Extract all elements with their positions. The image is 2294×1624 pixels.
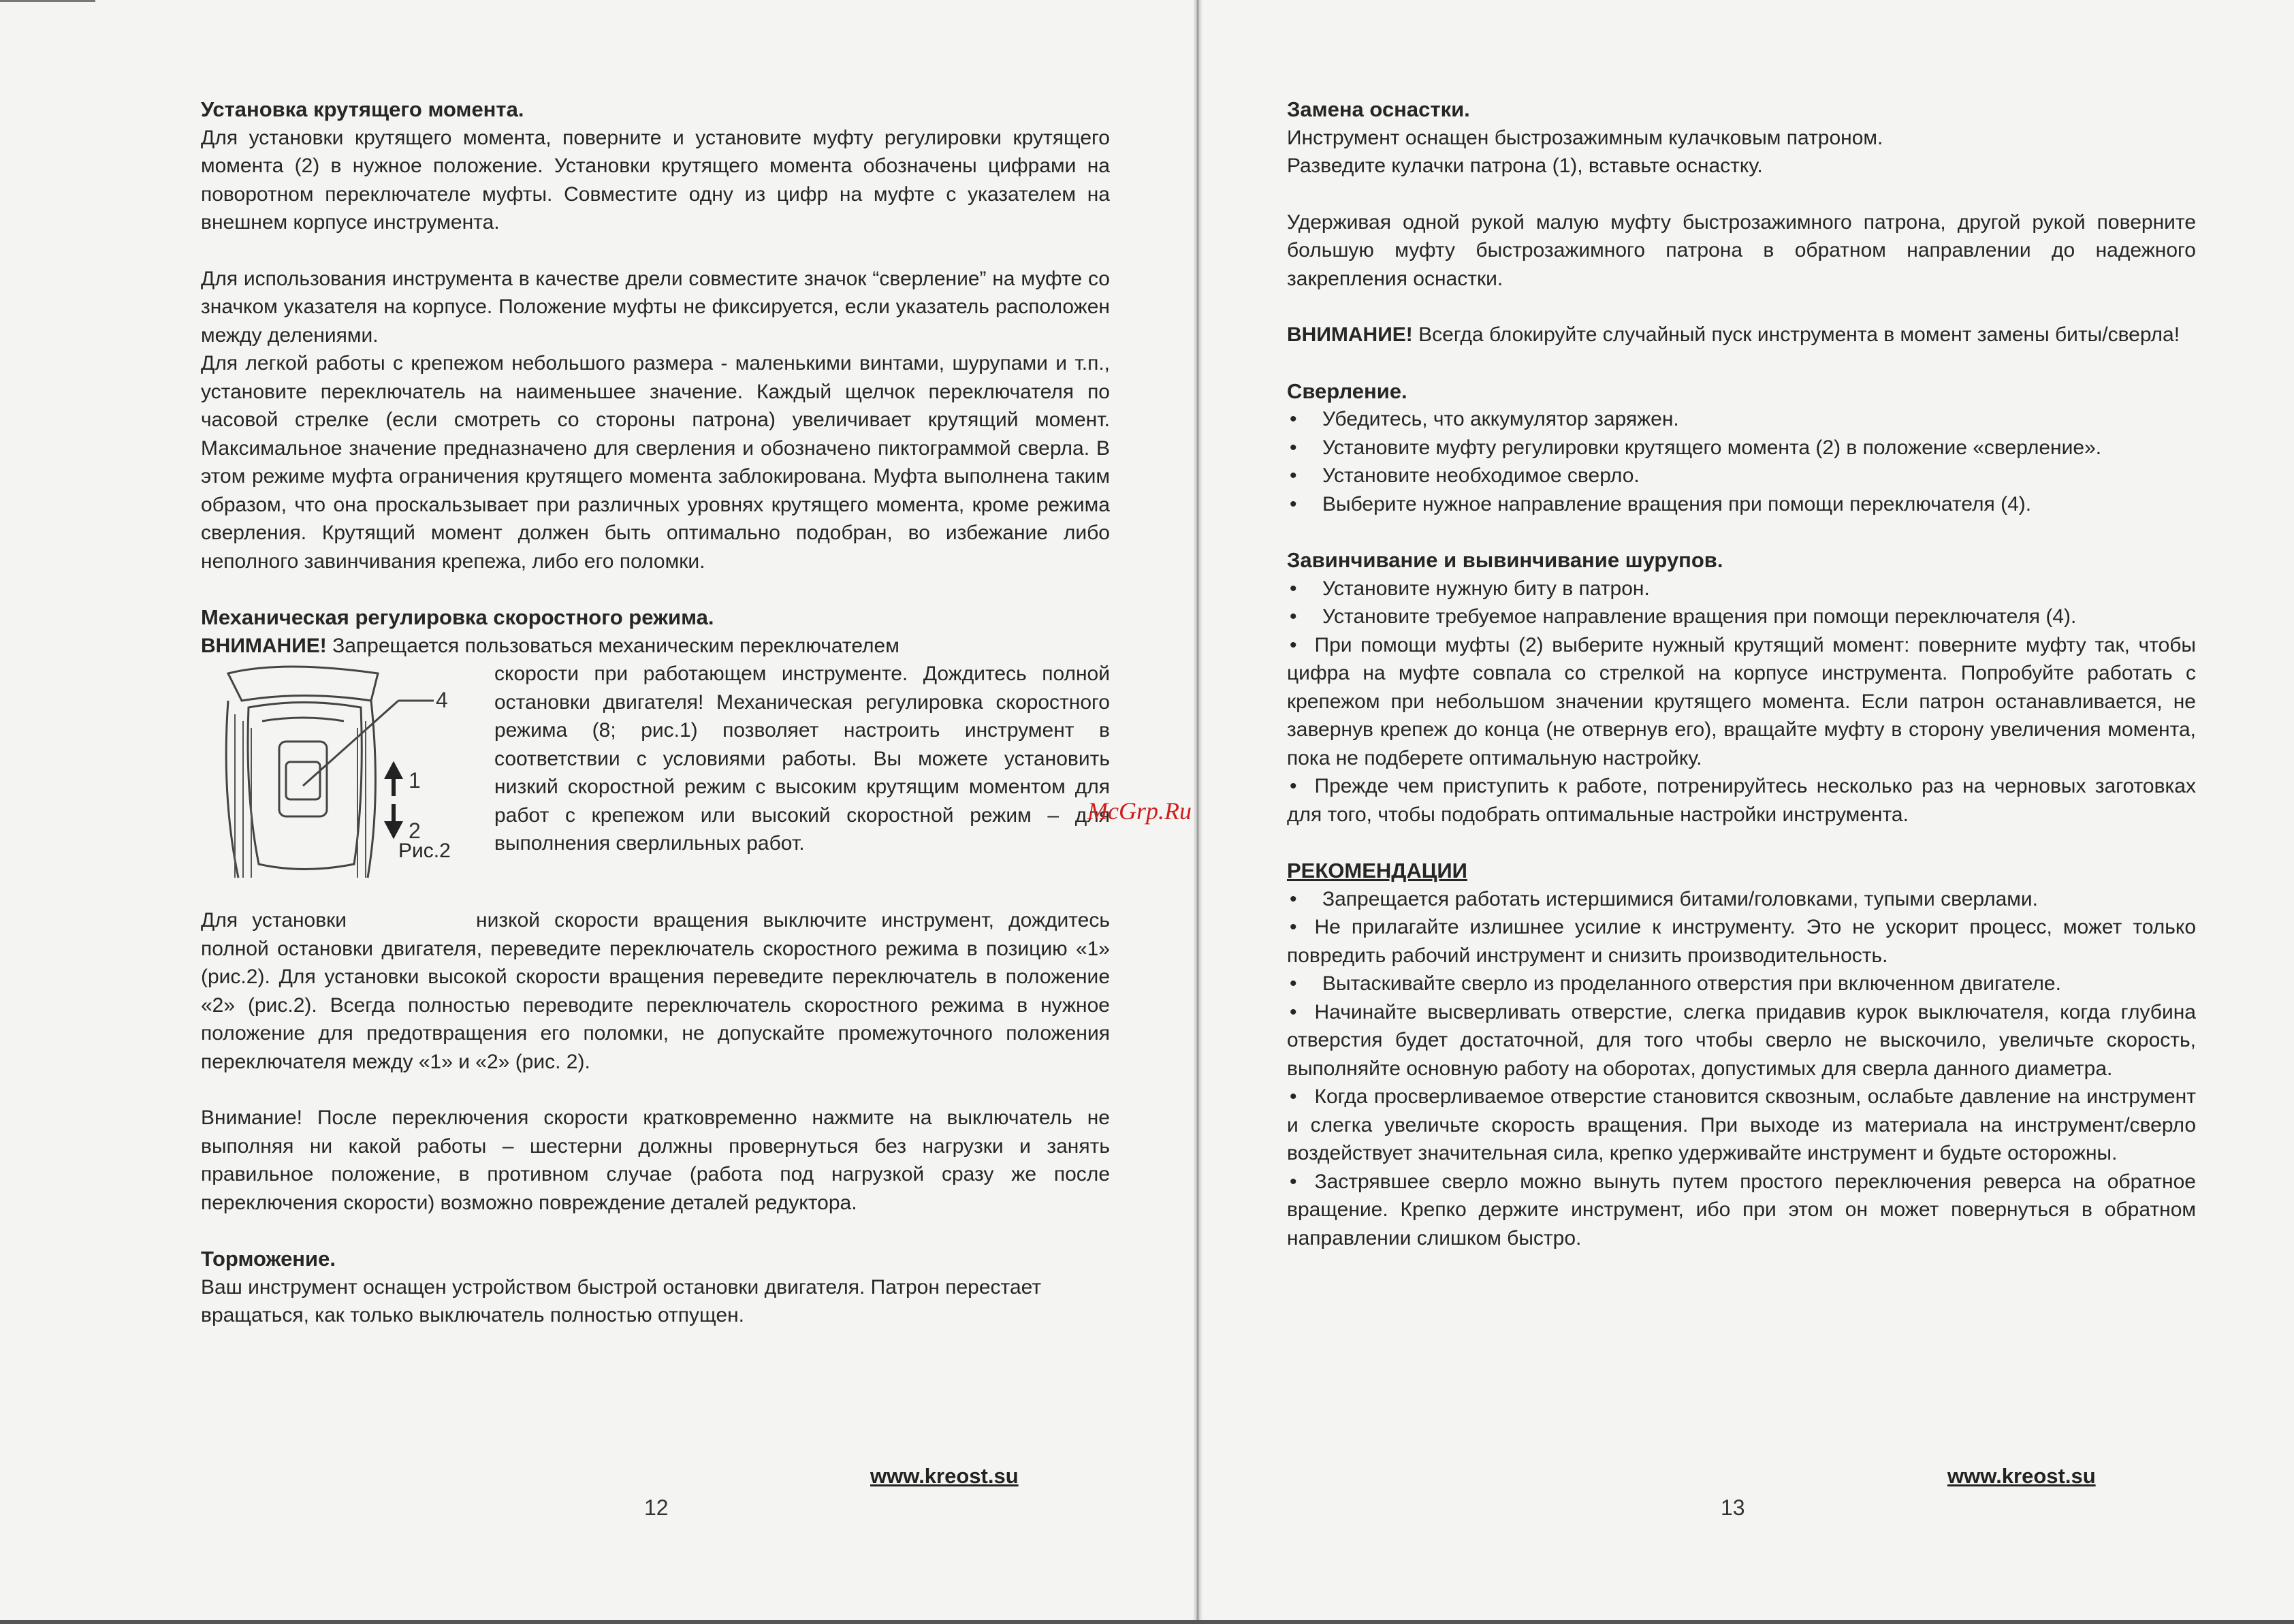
speed-lead: Для установки (201, 909, 347, 932)
speed-after-figure: низкой скорости вращения выключите инструмент, дождитесь полной остановки двигателя, переведите переключатель скоростного режима в позицию «1» (рис.2). Для установки высокой скорости вращения переведите переключатель в положение «2» (рис.2). Всегда полностью переводите переключатель скоростного режима в нужное положение для предотвращения его поломки, не допускайте промежуточного положения переключателя между «1» и «2» (рис. 2). (201, 909, 1110, 1073)
figure-label-4: 4 (436, 688, 448, 712)
list-item: • При помощи муфты (2) выберите нужный крутящий момент: поверните муфту так, чтобы цифра на муфте совпала со стрелкой на корпусе инструмента. Попробуйте работать с крепежом при небольшом значении крутящего момента. Если патрон останавливается, не завернув крепеж до конца (не отвернув его), вращайте муфту в сторону увеличения момента, пока не подберете оптимальную настройку. (1287, 631, 2196, 773)
figure-label-2: 2 (409, 818, 421, 843)
tool-change-line-1: Инструмент оснащен быстрозажимным кулачковым патроном. (1287, 126, 1883, 149)
tool-change-warning-text: Всегда блокируйте случайный пуск инструмента в момент замены биты/сверла! (1418, 323, 2180, 346)
right-page-content (1287, 95, 2196, 1252)
left-page-content (201, 95, 1110, 1330)
drilling-heading: Сверление. (1287, 379, 1407, 403)
braking-heading: Торможение. (201, 1247, 336, 1271)
torque-paragraph-3: Для легкой работы с крепежом небольшого размера - маленькими винтами, шурупами и т.п., установите переключатель на наименьшее значение. Каждый щелчок переключателя по часовой стрелке (если смотреть со стороны патрона) увеличивает крутящий момент. Максимальное значение предназначено для сверления и обозначено пиктограммой сверла. В этом режиме муфта ограничения крутящего момента заблокирована. Муфта выполнена таким образом, что она проскальзывает при различных уровнях крутящего момента, кроме режима сверления. Крутящий момент должен быть оптимально подобран, во избежание либо неполного завинчивания крепежа, либо его поломки. (201, 352, 1110, 573)
scan-edge-mark (0, 0, 95, 2)
list-item: • Застрявшее сверло можно вынуть путем простого переключения реверса на обратное вращение. Крепко держите инструмент, ибо при этом он может повернуться в обратном направлении слишком быстро. (1287, 1168, 2196, 1253)
watermark: McGrp.Ru (1087, 797, 1192, 825)
attention-paragraph: Внимание! После переключения скорости кратковременно нажмите на выключатель не выполняя ни какой работы – шестерни должны провернуться без нагрузки и занять правильное положение, в противном случае (работа под нагрузкой сразу же после переключения скорости) возможно повреждение деталей редуктора. (201, 1106, 1110, 1214)
speed-figure-text: скорости при работающем инструменте. Дождитесь полной остановки двигателя! Механическая регулировка скоростного режима (8; рис.1) позволяет настроить инструмент в соответствии с условиями работы. Вы можете установить низкий скоростной режим с высоким крутящим моментом для работ с крепежом или высокий скоростной режим – для выполнения сверлильных работ. (494, 663, 1110, 855)
list-item: • Установите необходимое сверло. (1287, 462, 2196, 490)
left-page-number: 12 (644, 1495, 669, 1520)
recommendations-list (1287, 885, 2196, 1253)
list-item: • Вытаскивайте сверло из проделанного отверстия при включенном двигателе. (1287, 970, 2196, 998)
list-item: • Установите требуемое направление вращения при помощи переключателя (4). (1287, 603, 2196, 631)
speed-paragraph (201, 906, 1110, 1076)
drilling-list (1287, 405, 2196, 518)
speed-warning-label: ВНИМАНИЕ! (201, 634, 327, 657)
scan-bottom-edge (0, 1620, 2294, 1624)
speed-warning (201, 632, 1110, 660)
list-item: • Установите муфту регулировки крутящего момента (2) в положение «сверление». (1287, 434, 2196, 462)
list-item: • Выберите нужное направление вращения при помощи переключателя (4). (1287, 490, 2196, 519)
list-item: • Не прилагайте излишнее усилие к инструменту. Это не ускорит процесс, может только повредить рабочий инструмент и снизить производительность. (1287, 913, 2196, 970)
right-website-link[interactable]: www.kreost.su (1947, 1464, 2096, 1488)
figure-label-1: 1 (409, 768, 421, 793)
speed-figure-block (201, 660, 1110, 906)
speed-heading: Механическая регулировка скоростного режима. (201, 605, 714, 629)
tool-change-warning-label: ВНИМАНИЕ! (1287, 323, 1413, 346)
tool-change-paragraph-2: Удерживая одной рукой малую муфту быстрозажимного патрона, другой рукой поверните большую муфту быстрозажимного патрона в обратном направлении до надежного закрепления оснастки. (1287, 210, 2196, 290)
list-item: • Прежде чем приступить к работе, потренируйтесь несколько раз на черновых заготовках для того, чтобы подобрать оптимальные настройки инструмента. (1287, 772, 2196, 829)
tool-change-line-2: Разведите кулачки патрона (1), вставьте оснастку. (1287, 155, 1763, 177)
speed-warning-text: Запрещается пользоваться механическим переключателем (332, 634, 899, 657)
right-page-number: 13 (1721, 1495, 1745, 1520)
left-website-link[interactable]: www.kreost.su (870, 1464, 1019, 1488)
book-spine (1193, 0, 1202, 1624)
torque-paragraph-1: Для установки крутящего момента, поверните и установите муфту регулировки крутящего момента (2) в нужное положение. Установки крутящего момента обозначены цифрами на поворотном переключателе муфты. Совместите одну из цифр на муфте с указателем на внешнем корпусе инструмента. (201, 126, 1110, 234)
screw-list (1287, 575, 2196, 829)
recommendations-heading: РЕКОМЕНДАЦИИ (1287, 859, 1467, 882)
torque-heading: Установка крутящего момента. (201, 97, 524, 121)
list-item: • Установите нужную биту в патрон. (1287, 575, 2196, 603)
screw-heading: Завинчивание и вывинчивание шурупов. (1287, 548, 1723, 572)
list-item: • Когда просверливаемое отверстие становится сквозным, ослабьте давление на инструмент и слегка увеличьте скорость вращения. При выходе из материала на инструмент/сверло воздействует значительная сила, крепко удерживайте инструмент и будьте осторожны. (1287, 1083, 2196, 1168)
braking-paragraph: Ваш инструмент оснащен устройством быстрой остановки двигателя. Патрон перестает вращаться, как только выключатель полностью отпущен. (201, 1275, 1042, 1326)
list-item: • Начинайте высверливать отверстие, слегка придавив курок выключателя, когда глубина отверстия будет достаточной, для того чтобы сверло не выскочило, увеличьте скорость, выполняйте основную работу на оборотах, допустимых для сверла данного диаметра. (1287, 998, 2196, 1083)
list-item: • Убедитесь, что аккумулятор заряжен. (1287, 405, 2196, 434)
torque-paragraph-2: Для использования инструмента в качестве дрели совместите значок “сверление” на муфте со значком указателя на корпусе. Положение муфты не фиксируется, если указатель расположен между делениями. (201, 267, 1110, 347)
list-item: • Запрещается работать истершимися битами/головками, тупыми сверлами. (1287, 885, 2196, 914)
tool-change-warning (1287, 321, 2196, 349)
tool-change-heading: Замена оснастки. (1287, 97, 1470, 121)
figure-caption: Рис.2 (398, 840, 451, 862)
